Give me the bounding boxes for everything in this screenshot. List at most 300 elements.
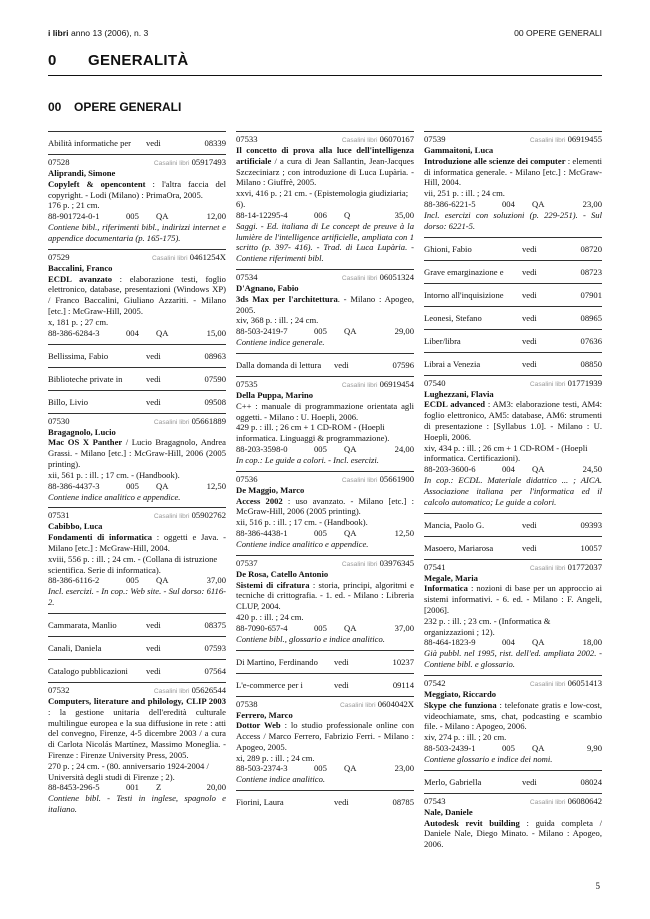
entry-title: Computers, literature and philology, CLIP 2003 (48, 695, 226, 706)
entry-description (48, 696, 226, 761)
reference-name: Canali, Daniela (48, 642, 102, 653)
reference-name: Biblioteche private in (48, 373, 123, 384)
isbn-line (48, 575, 226, 586)
price: 15,00 (206, 327, 226, 338)
source-label: Casalini libri (153, 160, 190, 167)
reference-id: 07593 (204, 642, 226, 653)
dewey-code: 005 (314, 527, 327, 538)
bibliographic-entry (424, 131, 602, 237)
entry-note: Contiene indice analitico e appendice. (236, 538, 369, 549)
reference-name: Mancia, Paolo G. (424, 519, 485, 530)
source-label: Casalini libri (341, 560, 378, 568)
reference-id: 09508 (204, 396, 226, 407)
source-label: Casalini libri (153, 687, 190, 695)
vedi-label: vedi (522, 289, 537, 300)
source-label: Casalini libri (341, 381, 378, 389)
entry-header (236, 134, 414, 145)
reference-id: 07564 (204, 665, 226, 676)
subsection-title: OPERE GENERALI (74, 100, 182, 114)
entry-header (48, 416, 226, 427)
reference-name: Librai a Venezia (424, 358, 481, 369)
running-header (48, 28, 602, 40)
physical-description: xxvi, 416 p. ; 21 cm. - (Epistemologia giudiziaria; 6). (236, 188, 409, 209)
bibliographic-entry (48, 507, 226, 613)
category-code: QA (156, 480, 169, 491)
reference-id: 08720 (580, 243, 602, 254)
category-code: QA (532, 464, 545, 475)
reference-name: Cammarata, Manlio (48, 619, 117, 630)
category-code: QA (344, 443, 357, 454)
issue-label: anno 13 (2006), n. 3 (70, 28, 149, 38)
bibliographic-entry (236, 269, 414, 353)
catalog-id: 06051413 (567, 677, 602, 688)
isbn: 88-203-3598-0 (236, 443, 288, 454)
source-label: Casalini libri (341, 137, 378, 144)
entry-details: : storia, principi, algoritmi e tecniche di crittografia. - 1. ed. - Milano : Libreria CLUP, 2004. (236, 579, 414, 612)
source-code (530, 134, 602, 147)
cross-reference (48, 390, 226, 413)
source-code (152, 252, 226, 265)
isbn: 88-203-3600-6 (424, 464, 476, 475)
column-2 (236, 131, 414, 813)
dewey-code: 004 (126, 327, 139, 338)
dewey-code: 004 (502, 464, 515, 475)
entry-description (236, 720, 414, 752)
cross-reference (424, 260, 602, 283)
section-rule (48, 75, 602, 76)
entry-note: Contiene bibl., riferimenti bibl., indirizzi internet e appendice documentaria (p. 165-175). (48, 222, 226, 243)
catalog-id: 03976345 (379, 557, 414, 568)
category-code: QA (532, 198, 545, 209)
bibliographic-entry (236, 131, 414, 269)
entry-details: : uso avanzato. - Milano [etc.] : McGraw-Hill, 2006 (2005 printing). (236, 495, 414, 517)
physical-description: xiv, 274 p. : ill. ; 20 cm. (424, 732, 507, 743)
bibliographic-entry (48, 249, 226, 344)
reference-id: 09393 (580, 519, 602, 530)
physical-description: xii, 561 p. : ill. ; 17 cm. - (Handbook). (48, 469, 180, 480)
entry-details: : l'altra faccia del copyright. - Lodi (Milano) : PrimaOra, 2005. (48, 178, 226, 200)
entry-note: Contiene glossario e indice dei nomi. (424, 753, 553, 764)
entry-author: Meggiato, Riccardo (424, 688, 497, 699)
dewey-code: 004 (502, 637, 515, 648)
subsection-number: 00 (48, 100, 62, 114)
bibliographic-entry (236, 696, 414, 791)
reference-id: 08723 (580, 266, 602, 277)
cross-reference (48, 613, 226, 636)
reference-name: Masoero, Mariarosa (424, 542, 494, 553)
catalog-id: 06919454 (379, 378, 414, 389)
entry-author: Gammaitoni, Luca (424, 145, 494, 155)
bibliographic-entry (48, 154, 226, 249)
entry-description (48, 179, 226, 201)
isbn: 88-14-12295-4 (236, 209, 288, 220)
vedi-label: vedi (522, 519, 537, 530)
bibliographic-entry (424, 793, 602, 855)
entry-title: Introduzione alle scienze dei computer (424, 155, 566, 166)
cross-reference (424, 283, 602, 306)
entry-description (236, 580, 414, 612)
reference-name: Dalla domanda di lettura (236, 359, 322, 370)
reference-name: Ghioni, Fabio (424, 243, 472, 254)
reference-name: Catalogo pubblicazioni (48, 665, 128, 676)
category-code: Q (344, 209, 351, 220)
isbn-line (48, 328, 226, 339)
entry-author: Lughezzani, Flavia (424, 388, 494, 399)
vedi-label: vedi (522, 776, 537, 787)
isbn-line (424, 637, 602, 648)
cross-reference (424, 536, 602, 559)
dewey-code: 005 (126, 211, 139, 222)
vedi-label: vedi (146, 642, 161, 653)
category-code: QA (344, 622, 357, 633)
cross-reference (48, 659, 226, 682)
cross-reference (48, 131, 226, 154)
entry-author: Nale, Daniele (424, 806, 473, 817)
physical-description: xii, 516 p. : ill. ; 17 cm. - (Handbook). (236, 517, 368, 528)
dewey-code: 005 (314, 622, 327, 633)
vedi-label: vedi (334, 656, 349, 667)
reference-id: 08965 (580, 312, 602, 323)
vedi-label: vedi (146, 138, 161, 148)
entry-description (424, 700, 602, 732)
catalog-id: 05661889 (191, 415, 226, 426)
column-1 (48, 131, 226, 820)
reference-name: Bellissima, Fabio (48, 350, 109, 361)
isbn: 88-386-6221-5 (424, 198, 476, 209)
entry-number: 07538 (236, 698, 258, 709)
source-code (342, 272, 414, 285)
entry-details: : elementi di informatica generale. - Milano [etc.] : McGraw-Hill, 2004. (424, 155, 602, 188)
source-label: Casalini libri (340, 701, 376, 709)
dewey-code: 005 (126, 480, 139, 491)
vedi-label: vedi (522, 358, 537, 369)
dewey-code: 001 (126, 782, 139, 793)
entry-note: Già pubbl. nel 1995, rist. dell'ed. ampliata 2002. - Contiene bibl. e glossario. (424, 648, 602, 670)
reference-name: Grave emarginazione e (424, 266, 504, 277)
bibliographic-entry (424, 375, 602, 513)
entry-number: 07542 (424, 677, 446, 688)
price: 20,00 (206, 782, 226, 793)
isbn-line (236, 210, 414, 221)
entry-header (424, 562, 602, 573)
price: 23,00 (394, 763, 414, 774)
reference-name: Intorno all'inquisizione (424, 289, 504, 300)
bibliographic-entry (236, 555, 414, 650)
source-code (154, 510, 226, 523)
entry-number: 07533 (236, 134, 258, 144)
entry-number: 07537 (236, 557, 258, 568)
category-code: QA (156, 211, 169, 222)
reference-id: 07901 (580, 289, 602, 300)
isbn-line (236, 763, 414, 774)
dewey-code: 005 (126, 575, 139, 586)
vedi-label: vedi (522, 266, 537, 277)
entry-title: Access 2002 (236, 495, 283, 506)
reference-name: Abilità informatiche per (48, 138, 132, 148)
entry-details: : guida completa / Daniele Nale, Diego Minato. - Milano : Apogeo, 2006. (424, 817, 602, 850)
reference-id: 08850 (580, 358, 602, 369)
bibliographic-entry (236, 376, 414, 471)
source-code (340, 699, 414, 712)
source-label: Casalini libri (152, 254, 188, 262)
isbn-line (236, 528, 414, 539)
entry-header (424, 134, 602, 145)
entry-header (236, 379, 414, 390)
catalog-id: 05902762 (191, 510, 226, 521)
reference-id: 08024 (580, 776, 602, 787)
entry-details: : la gestione unitaria dell'eredità culturale multilingue europea e la sua diffusione in rete : atti del convegno, Firenze, 4-5 dicembre 2003 / a cura di Carlota Nicolás Martínez, Massimo Moneglia. - Firenze : Firenze University Press, 2005. (48, 706, 226, 760)
entry-title: Copyleft & opencontent (48, 178, 146, 189)
reference-id: 08339 (204, 138, 226, 148)
entry-details: : AM3: elaborazione testi, AM4: foglio elettronico, AM5: database, AM6: strumenti di presentazione : [Syllabus 1.0]. - Milano : U. Hoepli, 2006. (424, 399, 602, 442)
source-label: Casalini libri (529, 564, 566, 572)
dewey-code: 006 (314, 209, 327, 220)
entry-details: : nozioni di base per un approccio ai sistemi informativi. - 6. ed. - Milano : F. Angeli, [2006]. (424, 583, 602, 615)
entry-title: ECDL avanzato (48, 273, 113, 284)
isbn: 88-386-6284-3 (48, 327, 100, 338)
cross-reference (236, 353, 414, 376)
reference-id: 10057 (580, 542, 602, 553)
header-section: 00 OPERE GENERALI (514, 28, 602, 38)
dewey-code: 005 (314, 763, 327, 774)
entry-note: Incl. esercizi con soluzioni (p. 229-251). - Sul dorso: 6221-5. (424, 209, 602, 231)
dewey-code: 004 (502, 198, 515, 209)
physical-description: 176 p. ; 21 cm. (48, 200, 100, 211)
bibliographic-entry (236, 471, 414, 555)
reference-id: 08375 (204, 619, 226, 630)
entry-title: Autodesk revit building (424, 817, 520, 828)
entry-description (424, 399, 602, 442)
catalog-id: 01772037 (567, 561, 602, 572)
bibliographic-entry (48, 413, 226, 508)
entry-note: Contiene bibl. - Testi in inglese, spagnolo e italiano. (48, 793, 226, 815)
entry-header (48, 252, 226, 263)
source-code (154, 157, 226, 170)
source-label: Casalini libri (153, 418, 190, 426)
cross-reference (424, 329, 602, 352)
source-code (530, 678, 602, 691)
isbn: 88-8453-296-5 (48, 782, 100, 793)
entry-author: Ferrero, Marco (236, 709, 293, 720)
entry-author: Megale, Maria (424, 572, 478, 583)
vedi-label: vedi (334, 679, 349, 690)
entry-description (424, 818, 602, 850)
price: 12,50 (394, 527, 414, 538)
catalog-id: 06051324 (379, 271, 414, 282)
physical-description: xviii, 556 p. : ill. ; 24 cm. - (Collana di istruzione scientifica. Serie di informatica). (48, 553, 218, 575)
reference-id: 07636 (580, 335, 602, 346)
source-code (530, 562, 602, 575)
source-code (342, 474, 414, 487)
vedi-label: vedi (146, 350, 161, 361)
isbn-line (424, 743, 602, 754)
source-code (530, 378, 602, 391)
section-heading (48, 52, 602, 72)
source-label: Casalini libri (341, 476, 378, 484)
physical-description: 420 p. : ill. ; 24 cm. (236, 611, 304, 622)
journal-issue (48, 28, 148, 38)
entry-note: Saggi. - Ed. italiana di Le concept de preuve à la lumière de l'intelligence artificielle, ampliata con 1 scritto (p. 397- 416). - Trad. di Luca Lupària. - Contiene riferimenti bibl. (236, 220, 414, 264)
entry-number: 07539 (424, 134, 446, 144)
entry-author: Cabibbo, Luca (48, 521, 103, 532)
column-3 (424, 131, 602, 855)
physical-description: x, 181 p. ; 27 cm. (48, 316, 109, 327)
reference-name: Leonesi, Stefano (424, 312, 482, 323)
entry-number: 07540 (424, 377, 446, 388)
cross-reference (424, 770, 602, 793)
entry-number: 07536 (236, 473, 258, 484)
catalog-id: 0461254X (189, 251, 226, 262)
entry-details: : oggetti e Java. - Milano [etc.] : McGraw-Hill, 2004. (48, 532, 227, 553)
entry-title: Skype che funziona (424, 699, 497, 710)
reference-id: 07590 (204, 373, 226, 384)
entry-header (48, 157, 226, 168)
dewey-code: 005 (314, 443, 327, 454)
catalog-id: 0604042X (377, 698, 414, 709)
section-number: 0 (48, 52, 57, 69)
entry-details: : elaborazione testi, foglio elettronico, database, presentazioni (Windows XP) / Franco Baccalini, Giuliano Azzariti. - Milano [etc.] : McGraw-Hill, 2005. (48, 273, 226, 316)
entry-note: In cop.: ECDL. Materiale didattico ... ; AICA. Associazione italiana per l'informatica ed il calcolo automatico; Le guide a colori. (424, 475, 602, 507)
source-label: Casalini libri (529, 137, 566, 144)
entry-title: 3ds Max per l'architettura (236, 293, 338, 304)
entry-number: 07531 (48, 510, 70, 521)
entry-header (424, 796, 602, 807)
entry-number: 07543 (424, 795, 446, 806)
reference-name: Liber/libra (424, 335, 461, 346)
price: 37,00 (206, 575, 226, 586)
entry-header (424, 378, 602, 389)
price: 35,00 (394, 209, 414, 220)
cross-reference (236, 673, 414, 696)
bibliographic-entry (424, 675, 602, 770)
entry-number: 07534 (236, 271, 258, 282)
price: 24,50 (582, 464, 602, 475)
cross-reference (236, 650, 414, 673)
isbn-line (236, 444, 414, 455)
entry-number: 07541 (424, 561, 446, 572)
source-code (530, 796, 602, 809)
entry-title: Mac OS X Panther (48, 437, 123, 448)
vedi-label: vedi (146, 396, 161, 407)
catalog-id: 06080642 (567, 795, 602, 806)
isbn: 88-503-2439-1 (424, 742, 476, 753)
entry-note: Contiene indice analitico e appendice. (48, 491, 181, 502)
entry-author: De Maggio, Marco (236, 484, 305, 495)
physical-description: xiv, 368 p. : ill. ; 24 cm. (236, 315, 319, 326)
physical-description: 232 p. : ill. ; 23 cm. - (Informatica & organizzazioni ; 12). (424, 615, 551, 637)
category-code: QA (156, 327, 169, 338)
entry-details: / a cura di Jean Sallantin, Jean-Jacques Szczeciniarz ; con introduzione di Luca Lupària. - Milano : Giuffrè, 2005. (236, 155, 414, 188)
bibliographic-entry (424, 559, 602, 675)
entry-description (236, 401, 414, 423)
dewey-code: 005 (502, 742, 515, 753)
price: 12,00 (206, 211, 226, 222)
reference-name: Di Martino, Ferdinando (236, 656, 318, 667)
vedi-label: vedi (334, 797, 349, 808)
page-number: 5 (595, 881, 600, 891)
catalog-id: 06070167 (379, 134, 414, 144)
entry-description (424, 156, 602, 188)
entry-note: Contiene bibl., glossario e indice analitico. (236, 633, 385, 644)
cross-reference (424, 237, 602, 260)
vedi-label: vedi (334, 359, 349, 370)
entry-number: 07528 (48, 157, 70, 167)
isbn: 88-503-2419-7 (236, 326, 288, 337)
cross-reference (48, 344, 226, 367)
category-code: QA (532, 637, 545, 648)
source-label: Casalini libri (341, 274, 378, 282)
vedi-label: vedi (522, 542, 537, 553)
source-code (342, 379, 414, 392)
entry-description (48, 532, 226, 554)
isbn: 88-386-6116-2 (48, 575, 100, 586)
vedi-label: vedi (522, 243, 537, 254)
category-code: Z (156, 782, 162, 793)
cross-reference (48, 367, 226, 390)
source-label: Casalini libri (153, 513, 190, 521)
price: 37,00 (394, 622, 414, 633)
entry-number: 07535 (236, 378, 258, 389)
reference-name: Fiorini, Laura (236, 797, 284, 808)
section-title: GENERALITÀ (88, 52, 189, 69)
physical-description: 270 p. ; 24 cm. - (80. anniversario 1924-2004 / Università degli studi di Firenze ; 2). (48, 760, 209, 782)
reference-name: Merlo, Gabriella (424, 776, 482, 787)
entry-number: 07532 (48, 684, 70, 695)
entry-details: C++ : manuale di programmazione orientata agli oggetti. - Milano : U. Hoepli, 2006. (236, 400, 414, 422)
reference-name: Billo, Livio (48, 396, 89, 407)
catalog-id: 05661900 (379, 473, 414, 484)
physical-description: xiv, 434 p. : ill. ; 26 cm + 1 CD-ROM - (Hoepli informatica. Certificazioni). (424, 442, 588, 464)
entry-author: D'Agnano, Fabio (236, 282, 299, 293)
isbn: 88-386-4438-1 (236, 527, 288, 538)
price: 23,00 (582, 198, 602, 209)
source-label: Casalini libri (529, 380, 566, 388)
reference-name: L'e-commerce per i (236, 679, 303, 690)
category-code: QA (344, 326, 357, 337)
entry-title: Dottor Web (236, 720, 281, 731)
source-code (342, 134, 414, 147)
entry-title: Informatica (424, 583, 468, 594)
isbn-line (48, 481, 226, 492)
category-code: QA (156, 575, 169, 586)
price: 9,90 (586, 742, 602, 753)
reference-id: 10237 (392, 656, 414, 667)
price: 12,50 (206, 480, 226, 491)
price: 29,00 (394, 326, 414, 337)
isbn: 88-503-2374-3 (236, 763, 288, 774)
source-code (154, 416, 226, 429)
entry-header (48, 685, 226, 696)
isbn: 88-901724-0-1 (48, 211, 100, 222)
entry-note: Contiene indice analitico. (236, 774, 326, 785)
entry-details: : telefonate gratis e low-cost, videochiamate, sms, chat, podcasting e scambio file. - Milano : Apogeo, 2006. (424, 699, 602, 732)
isbn-line (424, 464, 602, 475)
reference-id: 08785 (392, 797, 414, 808)
catalog-id: 05626544 (191, 684, 226, 695)
entry-header (236, 558, 414, 569)
entry-header (236, 272, 414, 283)
isbn: 88-386-4437-3 (48, 480, 100, 491)
isbn-line (236, 326, 414, 337)
entry-details: / Lucio Bragagnolo, Andrea Grassi. - Milano [etc.] : McGraw-Hill, 2006 (2005 printing). (48, 437, 227, 469)
subsection-heading (48, 100, 181, 114)
entry-header (424, 678, 602, 689)
entry-details: : lo studio professionale online con Access / Marco Ferrero, Fabrizio Ferri. - Milano : Apogeo, 2005. (236, 720, 414, 752)
entry-title: Fondamenti di informatica (48, 532, 152, 543)
isbn-line (48, 211, 226, 222)
bibliographic-entry (48, 682, 226, 820)
price: 24,00 (394, 443, 414, 454)
